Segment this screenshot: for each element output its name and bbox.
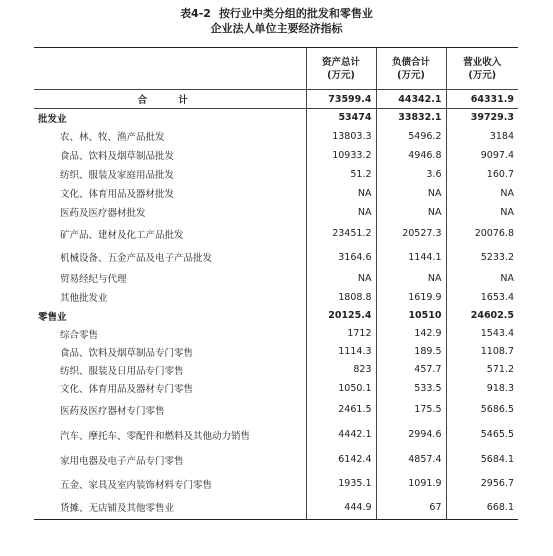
table-row [34, 222, 518, 246]
table-row [34, 361, 518, 379]
table-row [34, 146, 518, 165]
cell-operating-revenue: NA [446, 203, 518, 222]
table-row [34, 472, 518, 496]
header-total-liabilities: 负债合计 (万元) [376, 48, 446, 90]
cell-operating-revenue: 20076.8 [446, 222, 518, 246]
table-row [34, 288, 518, 307]
cell-total-assets: 3164.6 [306, 246, 376, 269]
row-label: 合 计 [34, 90, 306, 109]
row-label: 家用电器及电子产品专门零售 [60, 455, 184, 467]
row-label: 农、林、牧、渔产品批发 [60, 132, 165, 143]
table-header-row [34, 48, 518, 90]
header-operating-revenue: 营业收入 (万元) [446, 48, 518, 90]
cell-total-assets: 1935.1 [306, 472, 376, 496]
cell-total-liabilities: 1091.9 [376, 472, 446, 496]
cell-operating-revenue: NA [446, 184, 518, 203]
cell-operating-revenue: 5465.5 [446, 422, 518, 448]
cell-total-assets: 2461.5 [306, 398, 376, 422]
cell-total-assets: 823 [306, 361, 376, 379]
row-label: 纺织、服装及家庭用品批发 [60, 170, 175, 181]
cell-operating-revenue: NA [446, 269, 518, 288]
row-label: 货摊、无店铺及其他零售业 [34, 496, 306, 520]
cell-operating-revenue: 1653.4 [446, 288, 518, 307]
cell-total-liabilities: 20527.3 [376, 222, 446, 246]
cell-total-liabilities: 189.5 [376, 343, 446, 361]
cell-operating-revenue: 64331.9 [446, 90, 518, 109]
row-label: 矿产品、建材及化工产品批发 [60, 229, 184, 241]
cell-total-liabilities: 33832.1 [376, 109, 446, 127]
cell-total-liabilities: 142.9 [376, 325, 446, 343]
cell-total-assets: 6142.4 [306, 448, 376, 472]
cell-operating-revenue: 9097.4 [446, 146, 518, 165]
cell-total-liabilities: 1619.9 [376, 288, 446, 307]
cell-total-assets: 1808.8 [306, 288, 376, 307]
cell-total-assets: 51.2 [306, 165, 376, 184]
cell-total-liabilities: 2994.6 [376, 422, 446, 448]
table-row [34, 184, 518, 203]
cell-total-liabilities: 67 [376, 496, 446, 520]
row-label: 文化、体育用品及器材批发 [60, 189, 175, 200]
table-number: 表4-2 [180, 7, 211, 20]
row-label: 机械设备、五金产品及电子产品批发 [60, 253, 213, 264]
cell-total-liabilities: 457.7 [376, 361, 446, 379]
cell-operating-revenue: 5233.2 [446, 246, 518, 269]
cell-total-liabilities: NA [376, 184, 446, 203]
cell-total-liabilities: 4857.4 [376, 448, 446, 472]
cell-operating-revenue: 1543.4 [446, 325, 518, 343]
table-row [34, 422, 518, 448]
table-row [34, 448, 518, 472]
table-row [34, 203, 518, 222]
cell-total-liabilities: NA [376, 203, 446, 222]
table-row [34, 496, 518, 520]
statistics-table [34, 47, 518, 520]
row-label: 医药及医疗器材批发 [60, 208, 146, 219]
table-row [34, 246, 518, 269]
cell-total-liabilities: 44342.1 [376, 90, 446, 109]
row-label: 纺织、服装及日用品专门零售 [60, 365, 184, 377]
cell-operating-revenue: 2956.7 [446, 472, 518, 496]
header-industry [34, 48, 306, 90]
cell-total-assets: 53474 [306, 109, 376, 127]
cell-total-assets: 1114.3 [306, 343, 376, 361]
cell-total-liabilities: 1144.1 [376, 246, 446, 269]
table-row [34, 127, 518, 146]
row-label: 五金、家具及室内装饰材料专门零售 [60, 479, 213, 491]
table-row [34, 398, 518, 422]
cell-total-assets: NA [306, 203, 376, 222]
row-label: 综合零售 [60, 329, 99, 341]
table-row [34, 165, 518, 184]
cell-total-assets: 10933.2 [306, 146, 376, 165]
table-body [34, 90, 518, 520]
cell-operating-revenue: 571.2 [446, 361, 518, 379]
cell-operating-revenue: 1108.7 [446, 343, 518, 361]
cell-operating-revenue: 24602.5 [446, 307, 518, 325]
header-total-assets: 资产总计 (万元) [306, 48, 376, 90]
row-label: 食品、饮料及烟草制品专门零售 [60, 347, 194, 359]
cell-operating-revenue: 5686.5 [446, 398, 518, 422]
cell-total-liabilities: NA [376, 269, 446, 288]
cell-total-liabilities: 3.6 [376, 165, 446, 184]
cell-total-liabilities: 4946.8 [376, 146, 446, 165]
cell-total-assets: 1712 [306, 325, 376, 343]
cell-total-liabilities: 533.5 [376, 379, 446, 398]
cell-total-assets: 1050.1 [306, 379, 376, 398]
cell-total-liabilities: 10510 [376, 307, 446, 325]
row-label: 其他批发业 [60, 293, 108, 304]
cell-total-assets: 23451.2 [306, 222, 376, 246]
cell-operating-revenue: 3184 [446, 127, 518, 146]
cell-total-assets: 444.9 [306, 496, 376, 520]
cell-operating-revenue: 39729.3 [446, 109, 518, 127]
cell-total-assets: 73599.4 [306, 90, 376, 109]
cell-operating-revenue: 5684.1 [446, 448, 518, 472]
table-row [34, 269, 518, 288]
row-label: 食品、饮料及烟草制品批发 [60, 151, 175, 162]
row-label: 零售业 [38, 311, 67, 323]
row-label: 医药及医疗器材专门零售 [60, 405, 165, 417]
cell-total-assets: NA [306, 269, 376, 288]
row-label: 文化、体育用品及器材专门零售 [60, 384, 194, 395]
title-line-1 [0, 6, 553, 21]
title-line-2: 企业法人单位主要经济指标 [210, 22, 343, 35]
table-row-total [34, 90, 518, 109]
cell-operating-revenue: 918.3 [446, 379, 518, 398]
table-row [34, 343, 518, 361]
row-label: 批发业 [38, 113, 67, 125]
cell-operating-revenue: 668.1 [446, 496, 518, 520]
table-row-category [34, 307, 518, 325]
row-label: 贸易经纪与代理 [60, 274, 127, 285]
cell-total-liabilities: 5496.2 [376, 127, 446, 146]
cell-total-assets: 13803.3 [306, 127, 376, 146]
row-label: 汽车、摩托车、零配件和燃料及其他动力销售 [60, 430, 251, 442]
table-row [34, 325, 518, 343]
cell-total-assets: 4442.1 [306, 422, 376, 448]
cell-total-assets: 20125.4 [306, 307, 376, 325]
cell-operating-revenue: 160.7 [446, 165, 518, 184]
table-row-category [34, 109, 518, 127]
cell-total-assets: NA [306, 184, 376, 203]
title-text-1: 按行业中类分组的批发和零售业 [218, 7, 373, 20]
cell-total-liabilities: 175.5 [376, 398, 446, 422]
table-row [34, 379, 518, 398]
table-title [0, 6, 553, 36]
